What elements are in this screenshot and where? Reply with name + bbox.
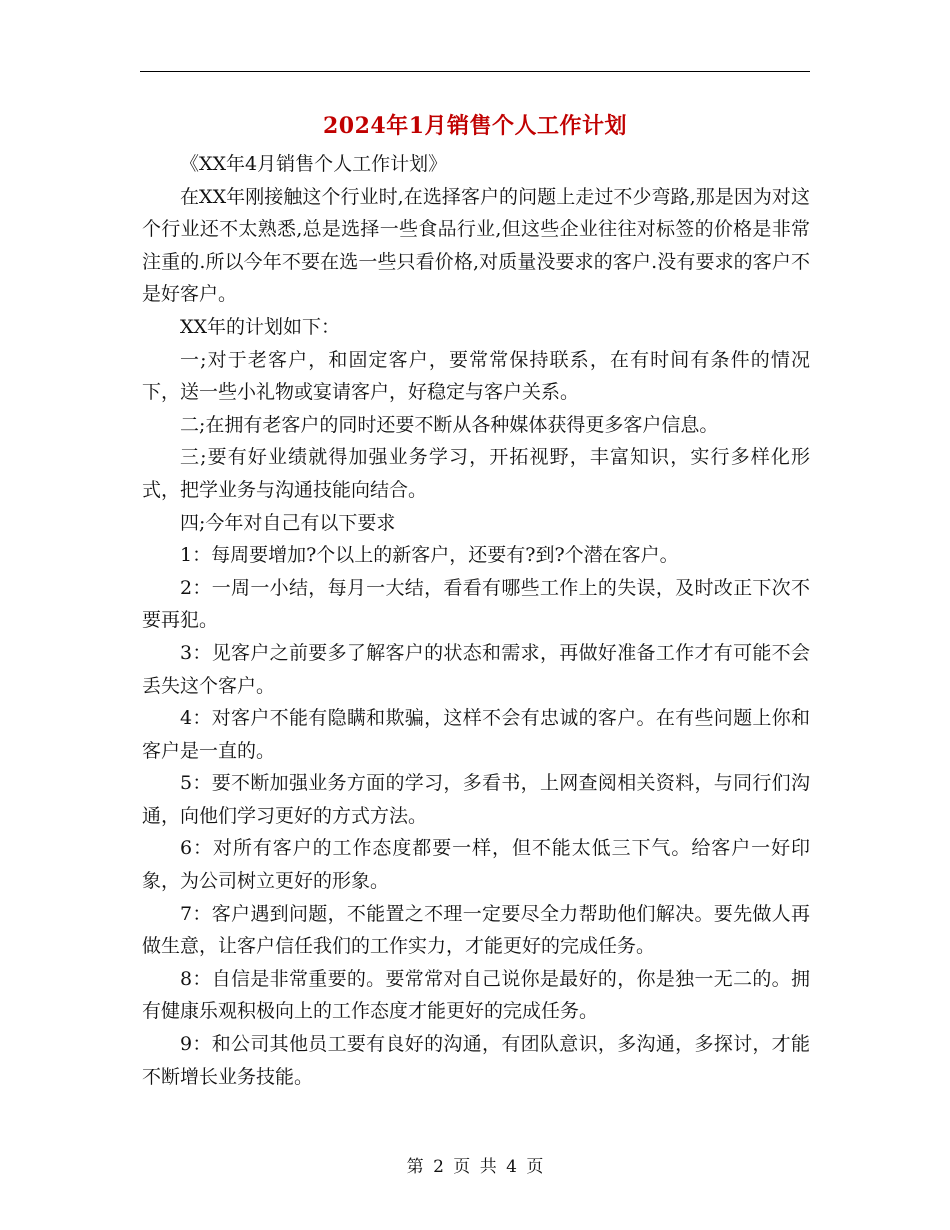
paragraph-plan-item-2: 二;在拥有老客户的同时还要不断从各种媒体获得更多客户信息。 — [180, 413, 719, 436]
header-rule — [140, 71, 810, 72]
page-number-footer: 第 2 页 共 4 页 — [406, 1157, 544, 1177]
paragraph-requirement-1: 1：每周要增加?个以上的新客户，还要有?到?个潜在客户。 — [180, 544, 679, 567]
paragraph-requirement-6: 6：对所有客户的工作态度都要一样，但不能太低三下气。给客户一好印象，为公司树立更好的形象。 — [142, 837, 810, 893]
paragraph-intro: 在XX年刚接触这个行业时,在选择客户的问题上走过不少弯路,那是因为对这个行业还不太熟悉,总是选择一些食品行业,但这些企业往往对标签的价格是非常注重的.所以今年不要在选一些只看价格,对质量没要求的客户.没有要求的客户不是好客户。 — [142, 185, 810, 306]
paragraph-requirement-3: 3：见客户之前要多了解客户的状态和需求，再做好准备工作才有可能不会丢失这个客户。 — [142, 641, 810, 697]
paragraph-requirement-7: 7：客户遇到问题，不能置之不理一定要尽全力帮助他们解决。要先做人再做生意，让客户信任我们的工作实力，才能更好的完成任务。 — [142, 902, 810, 958]
paragraph-requirement-9: 9：和公司其他员工要有良好的沟通，有团队意识，多沟通，多探讨，才能不断增长业务技能。 — [142, 1033, 810, 1088]
paragraph-plan-heading: XX年的计划如下： — [180, 315, 341, 338]
document-body — [142, 148, 810, 1093]
paragraph-requirement-2: 2：一周一小结，每月一大结，看看有哪些工作上的失误，及时改正下次不要再犯。 — [142, 576, 810, 632]
paragraph-plan-item-3: 三;要有好业绩就得加强业务学习，开拓视野，丰富知识，实行多样化形式，把学业务与沟通技能向结合。 — [142, 446, 810, 501]
paragraph-requirement-4: 4：对客户不能有隐瞒和欺骗，这样不会有忠诚的客户。在有些问题上你和客户是一直的。 — [142, 707, 810, 762]
document-title: 2024年1月销售个人工作计划 — [322, 113, 628, 139]
paragraph-requirement-5: 5：要不断加强业务方面的学习，多看书，上网查阅相关资料，与同行们沟通，向他们学习更好的方式方法。 — [142, 772, 810, 827]
paragraph-subtitle: 《XX年4月销售个人工作计划》 — [180, 153, 448, 175]
paragraph-plan-item-1: 一;对于老客户，和固定客户，要常常保持联系，在有时间有条件的情况下，送一些小礼物或宴请客户，好稳定与客户关系。 — [142, 348, 810, 404]
paragraph-plan-item-4: 四;今年对自己有以下要求 — [180, 511, 396, 534]
paragraph-requirement-8: 8：自信是非常重要的。要常常对自己说你是最好的，你是独一无二的。拥有健康乐观积极向上的工作态度才能更好的完成任务。 — [142, 967, 810, 1023]
